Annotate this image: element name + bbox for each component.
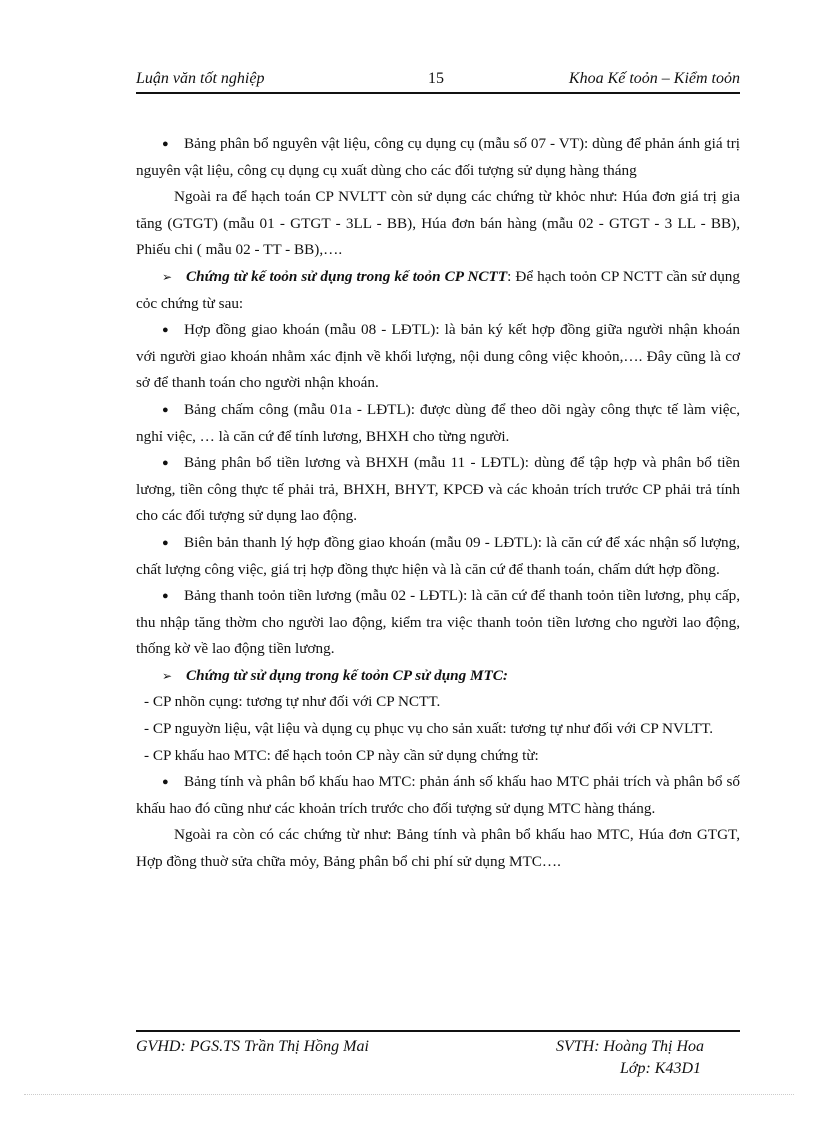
paragraph-text: Biên bản thanh lý hợp đồng giao khoán (mẫu 09 - LĐTL): là căn cứ để xác nhận số lượng, chất lượng công việc, giá trị hợp đồng thực hiện và là căn cứ để thanh toán, chấm dứt hợp đồng.	[136, 533, 740, 578]
paragraph-text: Bảng chấm công (mẫu 01a - LĐTL): được dùng để theo dõi ngày công thực tế làm việc, nghỉ việc, … là căn cứ để tính lương, BHXH cho từng người.	[136, 400, 740, 445]
paragraph-text: Bảng tính và phân bổ khấu hao MTC: phản ánh số khấu hao MTC phải trích và phân bổ số khấu hao đó cũng như các khoản trích trước cho đối tượng sử dụng MTC hàng tháng.	[136, 773, 740, 817]
footer-class: Lớp: K43D1	[620, 1060, 701, 1077]
paragraph-bullet	[136, 317, 740, 397]
paragraph-bullet	[136, 583, 740, 663]
page-edge-divider	[24, 1094, 794, 1095]
bullet-icon: ●	[162, 457, 169, 470]
page-header	[136, 68, 740, 94]
section-heading-text: : Để hạch toỏn CP NCTT cần sử dụng cỏc chứng từ sau:	[136, 267, 740, 312]
paragraph-text: Hợp đồng giao khoán (mẫu 08 - LĐTL): là bản ký kết hợp đồng giữa người nhận khoán với người giao khoán nhằm xác định về khối lượng, nội dung công việc khoỏn,…. Đây cũng là cơ sở để thanh toán cho người nhận khoán.	[136, 321, 740, 392]
footer-supervisor: GVHD: PGS.TS Trần Thị Hồng Mai	[136, 1038, 369, 1055]
header-thesis-title: Luận văn tốt nghiệp	[136, 70, 265, 87]
section-heading	[136, 264, 740, 317]
footer-student: SVTH: Hoàng Thị Hoa	[556, 1038, 705, 1055]
section-heading-title: Chứng từ kế toỏn sử dụng trong kế toỏn CP NCTT	[186, 267, 508, 285]
paragraph-text: Bảng phân bổ nguyên vật liệu, công cụ dụng cụ (mẫu số 07 - VT): dùng để phản ánh giá trị nguyên vật liệu, công cụ dụng cụ xuất dùng cho các đối tượng sử dụng hàng tháng	[136, 135, 740, 179]
bullet-icon: ●	[162, 536, 169, 549]
arrow-icon: ➢	[162, 269, 173, 284]
section-heading-title: Chứng từ sử dụng trong kế toỏn CP sử dụng MTC:	[186, 666, 508, 684]
paragraph-bullet	[136, 397, 740, 450]
bullet-icon: ●	[162, 590, 169, 603]
section-heading	[136, 663, 740, 690]
page-body	[136, 131, 740, 876]
paragraph-dash: - CP khấu hao MTC: để hạch toỏn CP này cần sử dụng chứng từ:	[144, 746, 539, 764]
page-footer	[136, 1030, 740, 1077]
paragraph: Ngoài ra còn có các chứng từ như: Bảng tính và phân bổ khấu hao MTC, Húa đơn GTGT, Hợp đồng thuờ sửa chữa mỏy, Bảng phân bổ chi phí sử dụng MTC….	[136, 826, 740, 871]
paragraph-text: Bảng thanh toỏn tiền lương (mẫu 02 - LĐTL): là căn cứ để thanh toỏn tiền lương, phụ cấp, thu nhập tăng thờm cho người lao động, kiểm tra việc thanh toỏn tiền lương cho người lao động, thống kờ về lao động tiền lương.	[136, 587, 740, 658]
paragraph-dash: - CP nhõn cụng: tương tự như đối với CP NCTT.	[144, 693, 441, 711]
paragraph-bullet	[136, 450, 740, 530]
bullet-icon: ●	[162, 138, 169, 150]
paragraph-bullet	[136, 131, 740, 184]
paragraph-bullet	[136, 530, 740, 583]
bullet-icon: ●	[162, 403, 169, 416]
bullet-icon: ●	[162, 324, 169, 337]
paragraph: Ngoài ra để hạch toán CP NVLTT còn sử dụng các chứng từ khỏc như: Húa đơn giá trị gia tăng (GTGT) (mẫu 01 - GTGT - 3LL - BB), Húa đơn bán hàng (mẫu 02 - GTGT - 3 LL - BB), Phiếu chi ( mẫu 02 - TT - BB),….	[136, 188, 740, 259]
arrow-icon: ➢	[162, 668, 173, 683]
paragraph-text: Bảng phân bổ tiền lương và BHXH (mẫu 11 - LĐTL): dùng để tập hợp và phân bổ tiền lương, tiền công thực tế phải trả, BHXH, BHYT, KPCĐ và các khoản trích trước CP phải trả tính cho các đối tượng sử dụng lao động.	[136, 454, 740, 525]
bullet-icon: ●	[162, 776, 169, 789]
paragraph-dash: - CP nguyờn liệu, vật liệu và dụng cụ phục vụ cho sản xuất: tương tự như đối với CP NVLTT.	[144, 720, 714, 738]
page-number: 15	[428, 70, 444, 87]
paragraph-bullet	[136, 769, 740, 822]
header-faculty: Khoa Kế toỏn – Kiểm toỏn	[568, 70, 740, 87]
